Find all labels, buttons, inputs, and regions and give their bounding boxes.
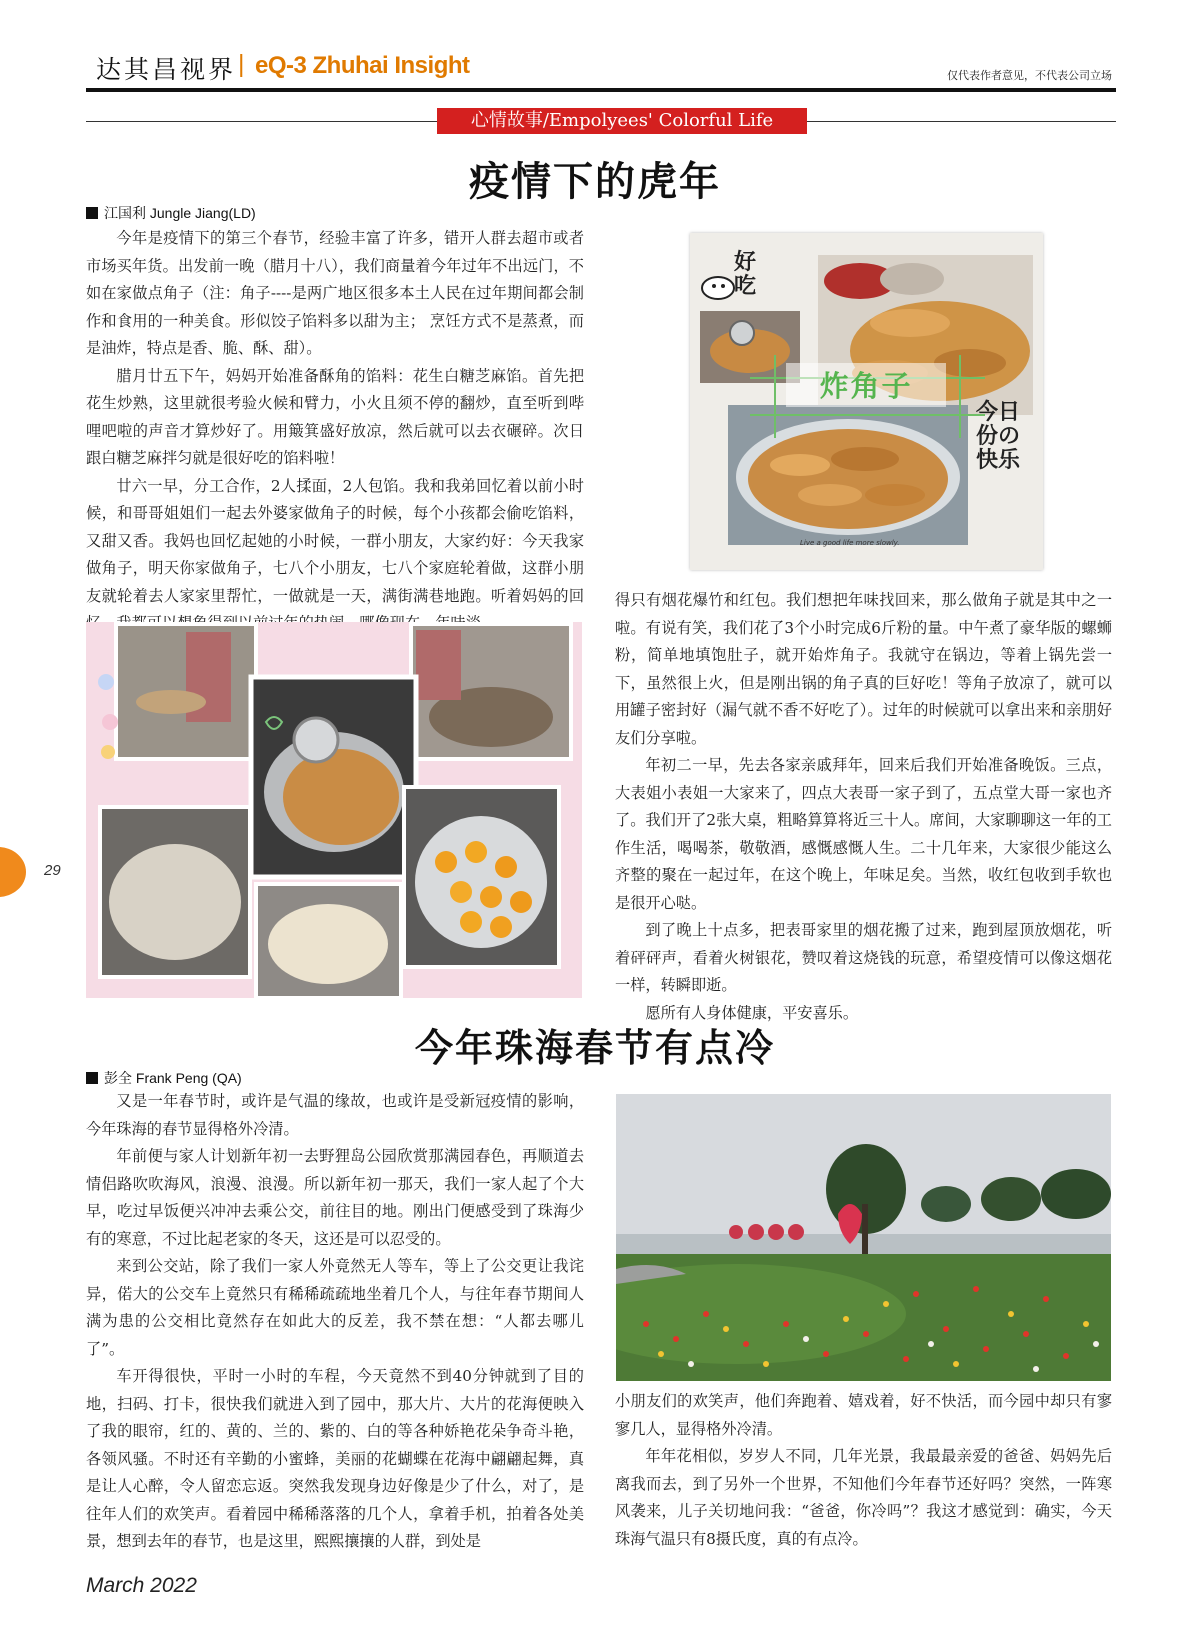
process-collage-image — [86, 622, 582, 998]
brand-english: eQ-3 Zhuhai Insight — [255, 52, 470, 79]
paragraph: 年年花相似，岁岁人不同，几年光景，我最最亲爱的爸爸、妈妈先后离我而去，到了另外一个世界，不知他们今年春节还好吗？突然，一阵寒风袭来，儿子关切地问我：“爸爸，你冷吗”？我这才感觉到：确实，今天珠海气温只有8摄氏度，真的有点冷。 — [615, 1447, 1112, 1548]
making-dumplings-collage — [86, 622, 582, 998]
paragraph: 车开得很快，平时一小时的车程，今天竟然不到40分钟就到了目的地，扫码、打卡，很快我们就进入到了园中，那大片、大片的花海便映入了我的眼帘，红的、黄的、兰的、紫的、白的等各种娇艳花朵争奇斗艳，各领风骚。不时还有辛勤的小蜜蜂，美丽的花蝴蝶在花海中翩翩起舞，真是让人心醉，令人留恋忘返。突然我发现身边好像是少了什么，对了，是往年人们的欢笑声。看着园中稀稀落落的几个人，拿着手机，拍着各处美景，想到去年的春节，也是这里，熙熙攘攘的人群，到处是 — [86, 1367, 584, 1550]
paragraph: 今年是疫情下的第三个春节，经验丰富了许多，错开人群去超市或者市场买年货。出发前一晚（腊月十八），我们商量着今年过年不出远门，不如在家做点角子（注：角子----是两广地区很多本土人民在过年期间都会制作和食用的一种美食。形似饺子馅料多以甜为主； 烹饪方式不是蒸煮，而是油炸，特点是香、脆、酥、甜）。 — [86, 229, 584, 357]
article1-title: 疫情下的虎年 — [469, 158, 721, 205]
article2-right-column — [615, 1388, 1112, 1553]
collage-motto: Live a good life more slowly. — [800, 539, 900, 547]
article2-left-column — [86, 1088, 584, 1556]
collage-happy-text: 今日份の快乐 — [976, 400, 1021, 473]
page-tab-marker — [0, 847, 26, 897]
paragraph: 得只有烟花爆竹和红包。我们想把年味找回来，那么做角子就是其中之一啦。有说有笑，我们花了3个小时完成6斤粉的量。中午煮了豪华版的螺蛳粉，简单地填饱肚子，就开始炸角子。我就守在锅边，等着上锅先尝一下，虽然很上火，但是刚出锅的角子真的巨好吃！等角子放凉了，就可以用罐子密封好（漏气就不香不好吃了）。过年的时候就可以拿出来和亲朋好友们分享啦。 — [615, 591, 1112, 747]
byline-square-icon — [86, 207, 98, 219]
paragraph: 年初二一早，先去各家亲戚拜年，回来后我们开始准备晚饭。三点，大表姐小表姐一大家来了，四点大表哥一家子到了，五点堂大哥一家也齐了。我们开了2张大桌，粗略算算将近三十人。席间，大家聊聊这一年的工作生活，喝喝茶，敬敬酒，感慨感慨人生。二十几年来，大家很少能这么齐整的聚在一起过年，在这个晚上，年味足矣。当然，收红包收到手软也是很开心哒。 — [615, 756, 1112, 912]
paragraph: 腊月廿五下午，妈妈开始准备酥角的馅料：花生白糖芝麻馅。首先把花生炒熟，这里就很考验火候和臂力，小火且须不停的翻炒，直至听到哔哩吧啦的声音才算炒好了。用簸箕盛好放凉，然后就可以去衣碾碎。次日跟白糖芝麻拌匀就是很好吃的馅料啦！ — [86, 366, 584, 467]
article1-right-column — [615, 587, 1112, 1027]
paragraph: 到了晚上十点多，把表哥家里的烟花搬了过来，跑到屋顶放烟花，听着砰砰声，看着火树银花，赞叹着这烧钱的玩意，希望疫情可以像这烟花一样，转瞬即逝。 — [615, 921, 1112, 994]
article2-author: 彭全 Frank Peng (QA) — [104, 1070, 242, 1086]
section-tag: 心情故事/Empolyees' Colorful Life — [437, 108, 807, 134]
fried-dumplings-collage — [690, 233, 1043, 570]
brand-separator: | — [238, 50, 245, 78]
byline-square-icon — [86, 1072, 98, 1084]
paragraph: 愿所有人身体健康，平安喜乐。 — [645, 1003, 859, 1022]
park-image — [616, 1094, 1111, 1381]
paragraph: 小朋友们的欢笑声，他们奔跑着、嬉戏着，好不快活，而今园中却只有寥寥几人，显得格外冷清。 — [615, 1392, 1112, 1438]
article1-left-column — [86, 225, 584, 638]
paragraph: 廿六一早，分工合作，2人揉面，2人包馅。我和我弟回忆着以前小时候，和哥哥姐姐们一起去外婆家做角子的时候，每个小孩都会偷吃馅料，又甜又香。我妈也回忆起她的小时候，一群小朋友，大家约好：今天我家做角子，明天你家做角子，七八个小朋友，七八个家庭轮着做，这群小朋友就轮着去人家家里帮忙，一做就是一天，满街满巷地跑。听着妈妈的回 — [86, 476, 584, 605]
collage-caption: 炸角子 — [819, 369, 913, 403]
issue-date: March 2022 — [86, 1574, 197, 1597]
article2-byline — [86, 1068, 242, 1088]
paragraph: 又是一年春节时，或许是气温的缘故，也或许是受新冠疫情的影响，今年珠海的春节显得格外冷清。 — [86, 1092, 584, 1138]
article1-author: 江国利 Jungle Jiang(LD) — [104, 205, 256, 221]
collage-tasty-text: 好吃 — [734, 250, 757, 299]
article1-byline — [86, 203, 256, 223]
disclaimer: 仅代表作者意见，不代表公司立场 — [947, 69, 1112, 82]
paragraph: 年前便与家人计划新年初一去野狸岛公园欣赏那满园春色，再顺道去情侣路吹吹海风，浪漫、浪漫。所以新年初一那天，我们一家人起了个大早，吃过早饭便兴冲冲去乘公交，前往目的地。刚出门便感受到了珠海少有的寒意，不过比起老家的冬天，这还是可以忍受的。 — [86, 1147, 584, 1248]
flower-park-photo — [616, 1094, 1111, 1381]
paragraph: 来到公交站，除了我们一家人外竟然无人等车，等上了公交更让我诧异，偌大的公交车上竟然只有稀稀疏疏地坐着几个人，与往年春节期间人满为患的公交相比竟然存在如此大的反差，我不禁在想：“人都去哪儿了”。 — [86, 1257, 584, 1358]
article2-title: 今年珠海春节有点冷 — [414, 1025, 775, 1070]
brand-chinese: 达其昌视界 — [96, 55, 237, 84]
page-number: 29 — [44, 862, 61, 879]
header-rule — [86, 88, 1116, 92]
